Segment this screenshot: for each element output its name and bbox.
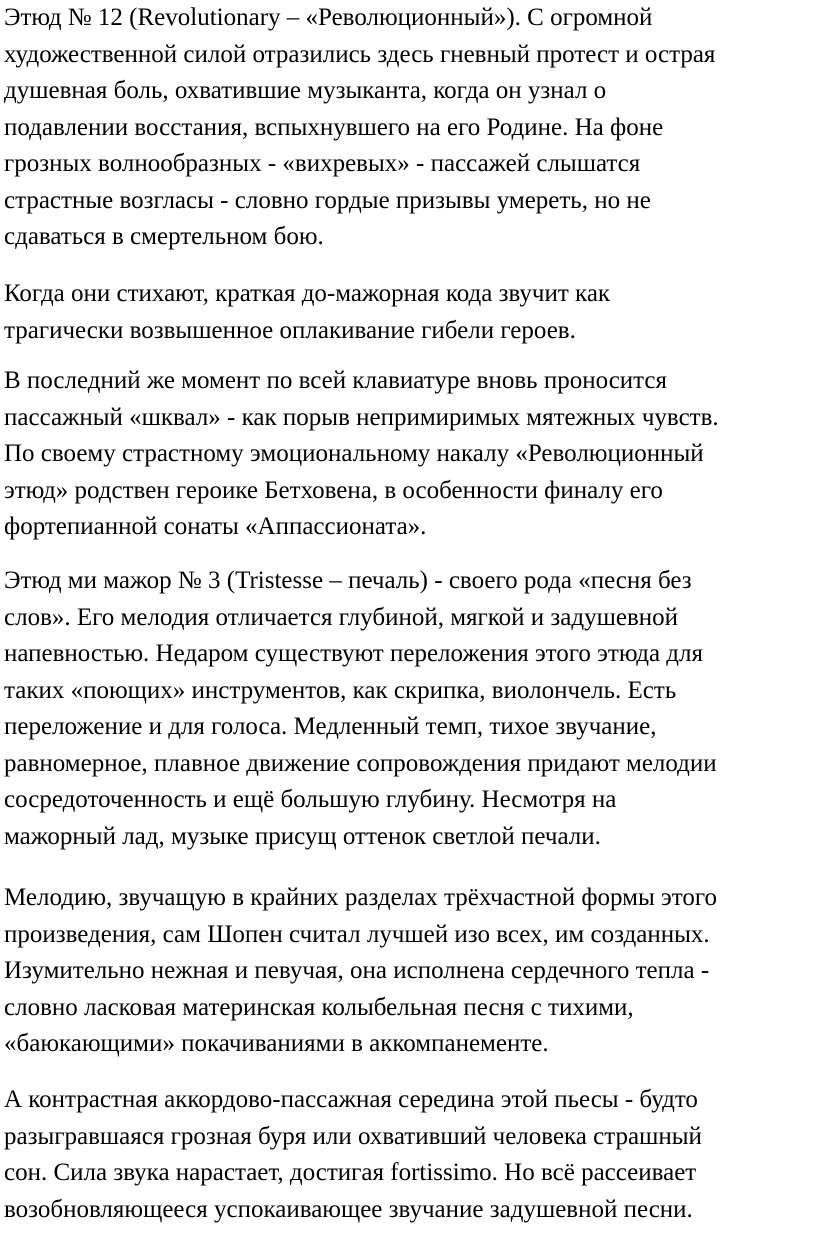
paragraph-line: страстные возгласы - словно гордые призывы умереть, но не bbox=[4, 186, 651, 214]
paragraph-line: По своему страстному эмоциональному накалу «Революционный bbox=[4, 440, 704, 467]
paragraph-final-moment bbox=[4, 363, 812, 546]
paragraph-line: В последний же момент по всей клавиатуре вновь проносится bbox=[4, 367, 668, 394]
paragraph-line: трагически возвышенное оплакивание гибели героев. bbox=[4, 316, 576, 344]
paragraph-line: словно ласковая материнская колыбельная песня с тихими, bbox=[4, 993, 634, 1021]
paragraph-line: произведения, сам Шопен считал лучшей изо всех, им созданных. bbox=[4, 920, 710, 948]
paragraph-middle-section bbox=[4, 1082, 812, 1228]
paragraph-line: подавлении восстания, вспыхнувшего на его Родине. На фоне bbox=[4, 113, 664, 141]
paragraph-line: душевная боль, охватившие музыканта, когда он узнал о bbox=[4, 77, 607, 104]
paragraph-line: сосредоточенность и ещё большую глубину. Несмотря на bbox=[4, 786, 617, 813]
paragraph-line: художественной силой отразились здесь гневный протест и острая bbox=[4, 40, 716, 68]
paragraph-etude-12-revolutionary bbox=[4, 0, 812, 256]
paragraph-line: пассажный «шквал» - как порыв непримиримых мятежных чувств. bbox=[4, 403, 719, 431]
paragraph-line: Мелодию, звучащую в крайних разделах трёхчастной формы этого bbox=[4, 884, 717, 911]
paragraph-line: Этюд ми мажор № 3 (Tristesse – печаль) - своего рода «песня без bbox=[4, 567, 692, 594]
paragraph-line: мажорный лад, музыке присущ оттенок светлой печали. bbox=[4, 822, 601, 850]
paragraph-line: Изумительно нежная и певучая, она исполнена сердечного тепла - bbox=[4, 957, 710, 984]
paragraph-line: возобновляющееся успокаивающее звучание задушевной песни. bbox=[4, 1195, 693, 1223]
paragraph-line: фортепианной сонаты «Аппассионата». bbox=[4, 513, 427, 540]
paragraph-melody bbox=[4, 880, 812, 1063]
paragraph-line: слов». Его мелодия отличается глубиной, мягкой и задушевной bbox=[4, 603, 679, 631]
paragraph-line: А контрастная аккордово-пассажная середина этой пьесы - будто bbox=[4, 1086, 698, 1113]
paragraph-line: равномерное, плавное движение сопровождения придают мелодии bbox=[4, 749, 717, 777]
paragraph-line: переложение и для голоса. Медленный темп, тихое звучание, bbox=[4, 713, 657, 740]
paragraph-line: Этюд № 12 (Revolutionary – «Революционный»). С огромной bbox=[4, 4, 653, 31]
paragraph-line: грозных волнообразных - «вихревых» - пассажей слышатся bbox=[4, 150, 641, 177]
paragraph-etude-3-tristesse bbox=[4, 563, 812, 855]
paragraph-line: сдаваться в смертельном бою. bbox=[4, 223, 324, 250]
paragraph-line: этюд» родствен героике Бетховена, в особенности финалу его bbox=[4, 476, 663, 504]
paragraph-line: напевностью. Недаром существуют переложения этого этюда для bbox=[4, 640, 703, 667]
paragraph-line: Когда они стихают, краткая до-мажорная кода звучит как bbox=[4, 280, 611, 307]
paragraph-line: сон. Сила звука нарастает, достигая fortissimo. Но всё рассеивает bbox=[4, 1159, 697, 1186]
paragraph-line: «баюкающими» покачиваниями в аккомпанементе. bbox=[4, 1030, 549, 1057]
paragraph-line: таких «поющих» инструментов, как скрипка, виолончель. Есть bbox=[4, 676, 677, 704]
paragraph-coda bbox=[4, 276, 812, 349]
paragraph-line: разыгравшаяся грозная буря или охвативший человека страшный bbox=[4, 1122, 702, 1150]
